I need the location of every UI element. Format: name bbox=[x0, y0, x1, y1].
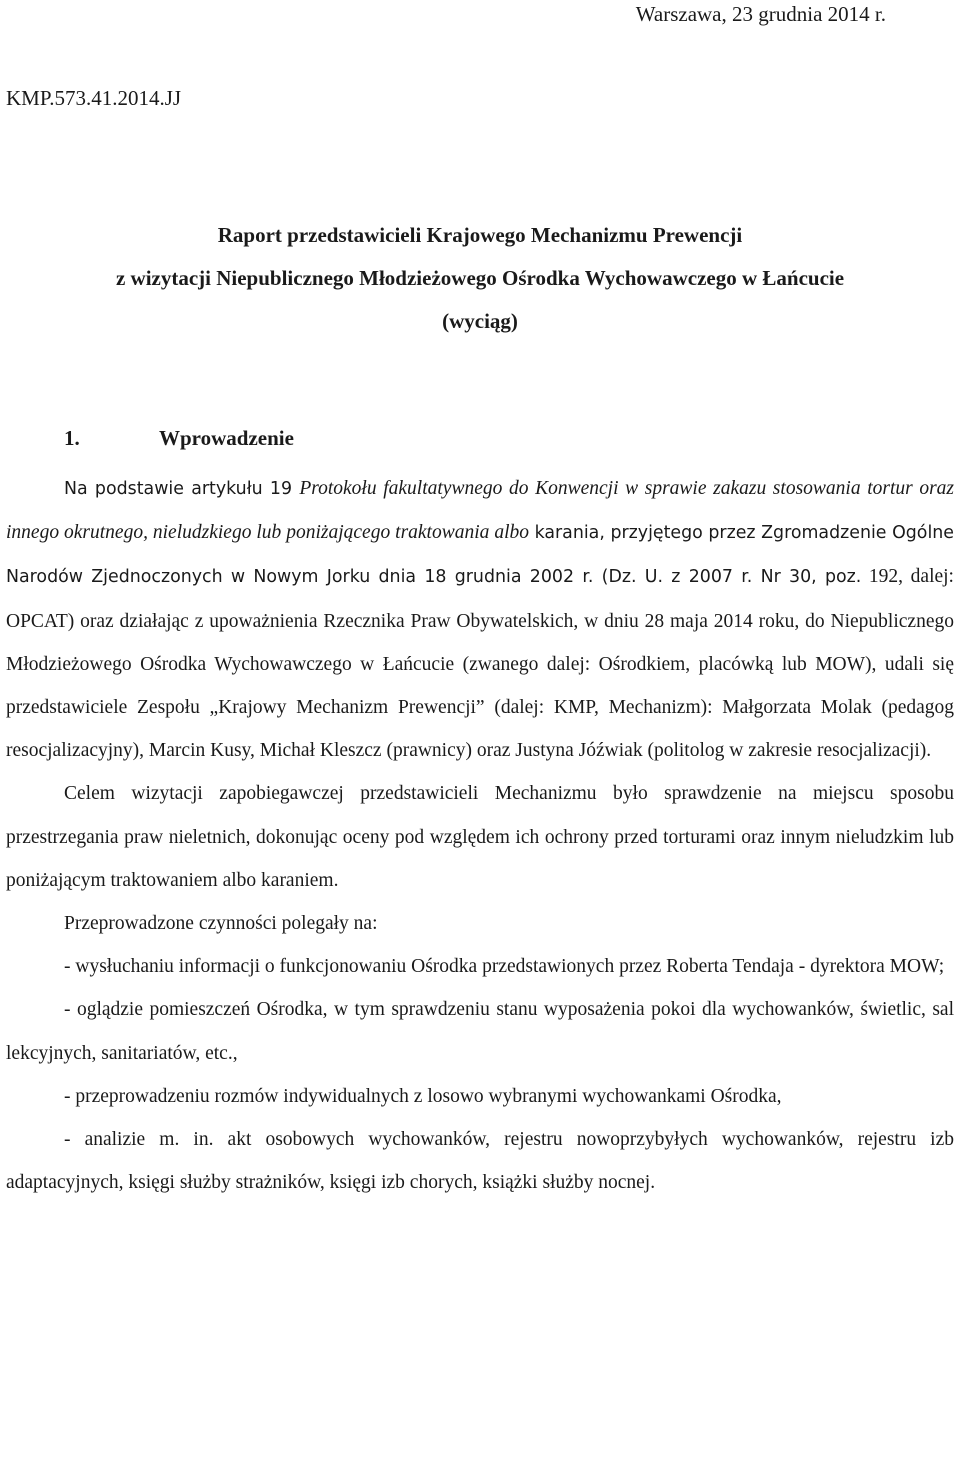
title-line-3: (wyciąg) bbox=[442, 309, 518, 333]
paragraph-purpose: Celem wizytacji zapobiegawczej przedstawicieli Mechanizmu było sprawdzenie na miejscu sposobu przestrzegania praw nieletnich, dokonując oceny pod względem ich ochrony przed torturami oraz innym nieludzkim lub poniżającym traktowaniem albo karaniem. bbox=[6, 783, 954, 891]
paragraph-intro-body: 192, dalej: OPCAT) oraz działając z upoważnienia Rzecznika Praw Obywatelskich, w dniu 28 maja 2014 roku, do Niepublicznego Młodzieżowego Ośrodka Wychowawczego w Łańcucie (zwanego dalej: Ośrodkiem, placówką lub MOW), udali się przedstawiciele Zespołu „Krajowy Mechanizm Prewencji” (dalej: KMP, Mechanizm): Małgorzata Molak (pedagog resocjalizacyjny), Marcin Kusy, Michał Kleszcz (prawnicy) oraz Justyna Jóźwiak bbox=[6, 566, 954, 762]
section-heading bbox=[64, 426, 294, 451]
paragraph-intro bbox=[6, 467, 954, 772]
section-title: Wprowadzenie bbox=[159, 426, 294, 450]
list-item: - wysłuchaniu informacji o funkcjonowaniu Ośrodka przedstawionych przez Roberta Tendaja - dyrektora MOW; bbox=[64, 956, 945, 978]
document-title bbox=[6, 214, 954, 343]
list-item: - przeprowadzeniu rozmów indywidualnych z losowo wybranymi wychowankami Ośrodka, bbox=[64, 1085, 782, 1107]
section-number: 1. bbox=[64, 426, 80, 450]
document-date: Warszawa, 23 grudnia 2014 r. bbox=[635, 2, 886, 26]
title-line-2: z wizytacji Niepublicznego Młodzieżowego Ośrodka Wychowawczego w Łańcucie bbox=[115, 266, 845, 290]
document-body bbox=[6, 467, 954, 1204]
list-item: - oglądzie pomieszczeń Ośrodka, w tym sprawdzeniu stanu wyposażenia pokoi dla wychowanków, świetlic, sal lekcyjnych, sanitariatów, etc., bbox=[6, 999, 954, 1064]
paragraph-intro-mid: karania, przyjętego przez Zgromadzenie Ogólne Narodów Zjednoczonych w Nowym Jorku dnia 18 grudnia 2002 r. (Dz. U. z 2007 r. Nr 30, poz. bbox=[6, 523, 954, 588]
list-item: - analizie m. in. akt osobowych wychowanków, rejestru nowoprzybyłych wychowanków, rejestru izb adaptacyjnych, księgi służby strażników, księgi izb chorych, książki służby nocnej. bbox=[6, 1129, 954, 1194]
paragraph-intro-end: (politolog w zakresie resocjalizacji). bbox=[642, 740, 932, 762]
paragraph-activities-intro: Przeprowadzone czynności polegały na: bbox=[64, 913, 378, 935]
reference-number: KMP.573.41.2014.JJ bbox=[6, 86, 182, 110]
title-line-1: Raport przedstawicieli Krajowego Mechanizmu Prewencji bbox=[217, 223, 743, 247]
paragraph-intro-lead: Na podstawie artykułu 19 bbox=[64, 479, 300, 499]
protocol-title: Protokołu fakultatywnego do Konwencji w sprawie zakazu stosowania tortur oraz innego okrutnego, nieludzkiego lub poniżającego traktowania albo bbox=[6, 478, 954, 544]
